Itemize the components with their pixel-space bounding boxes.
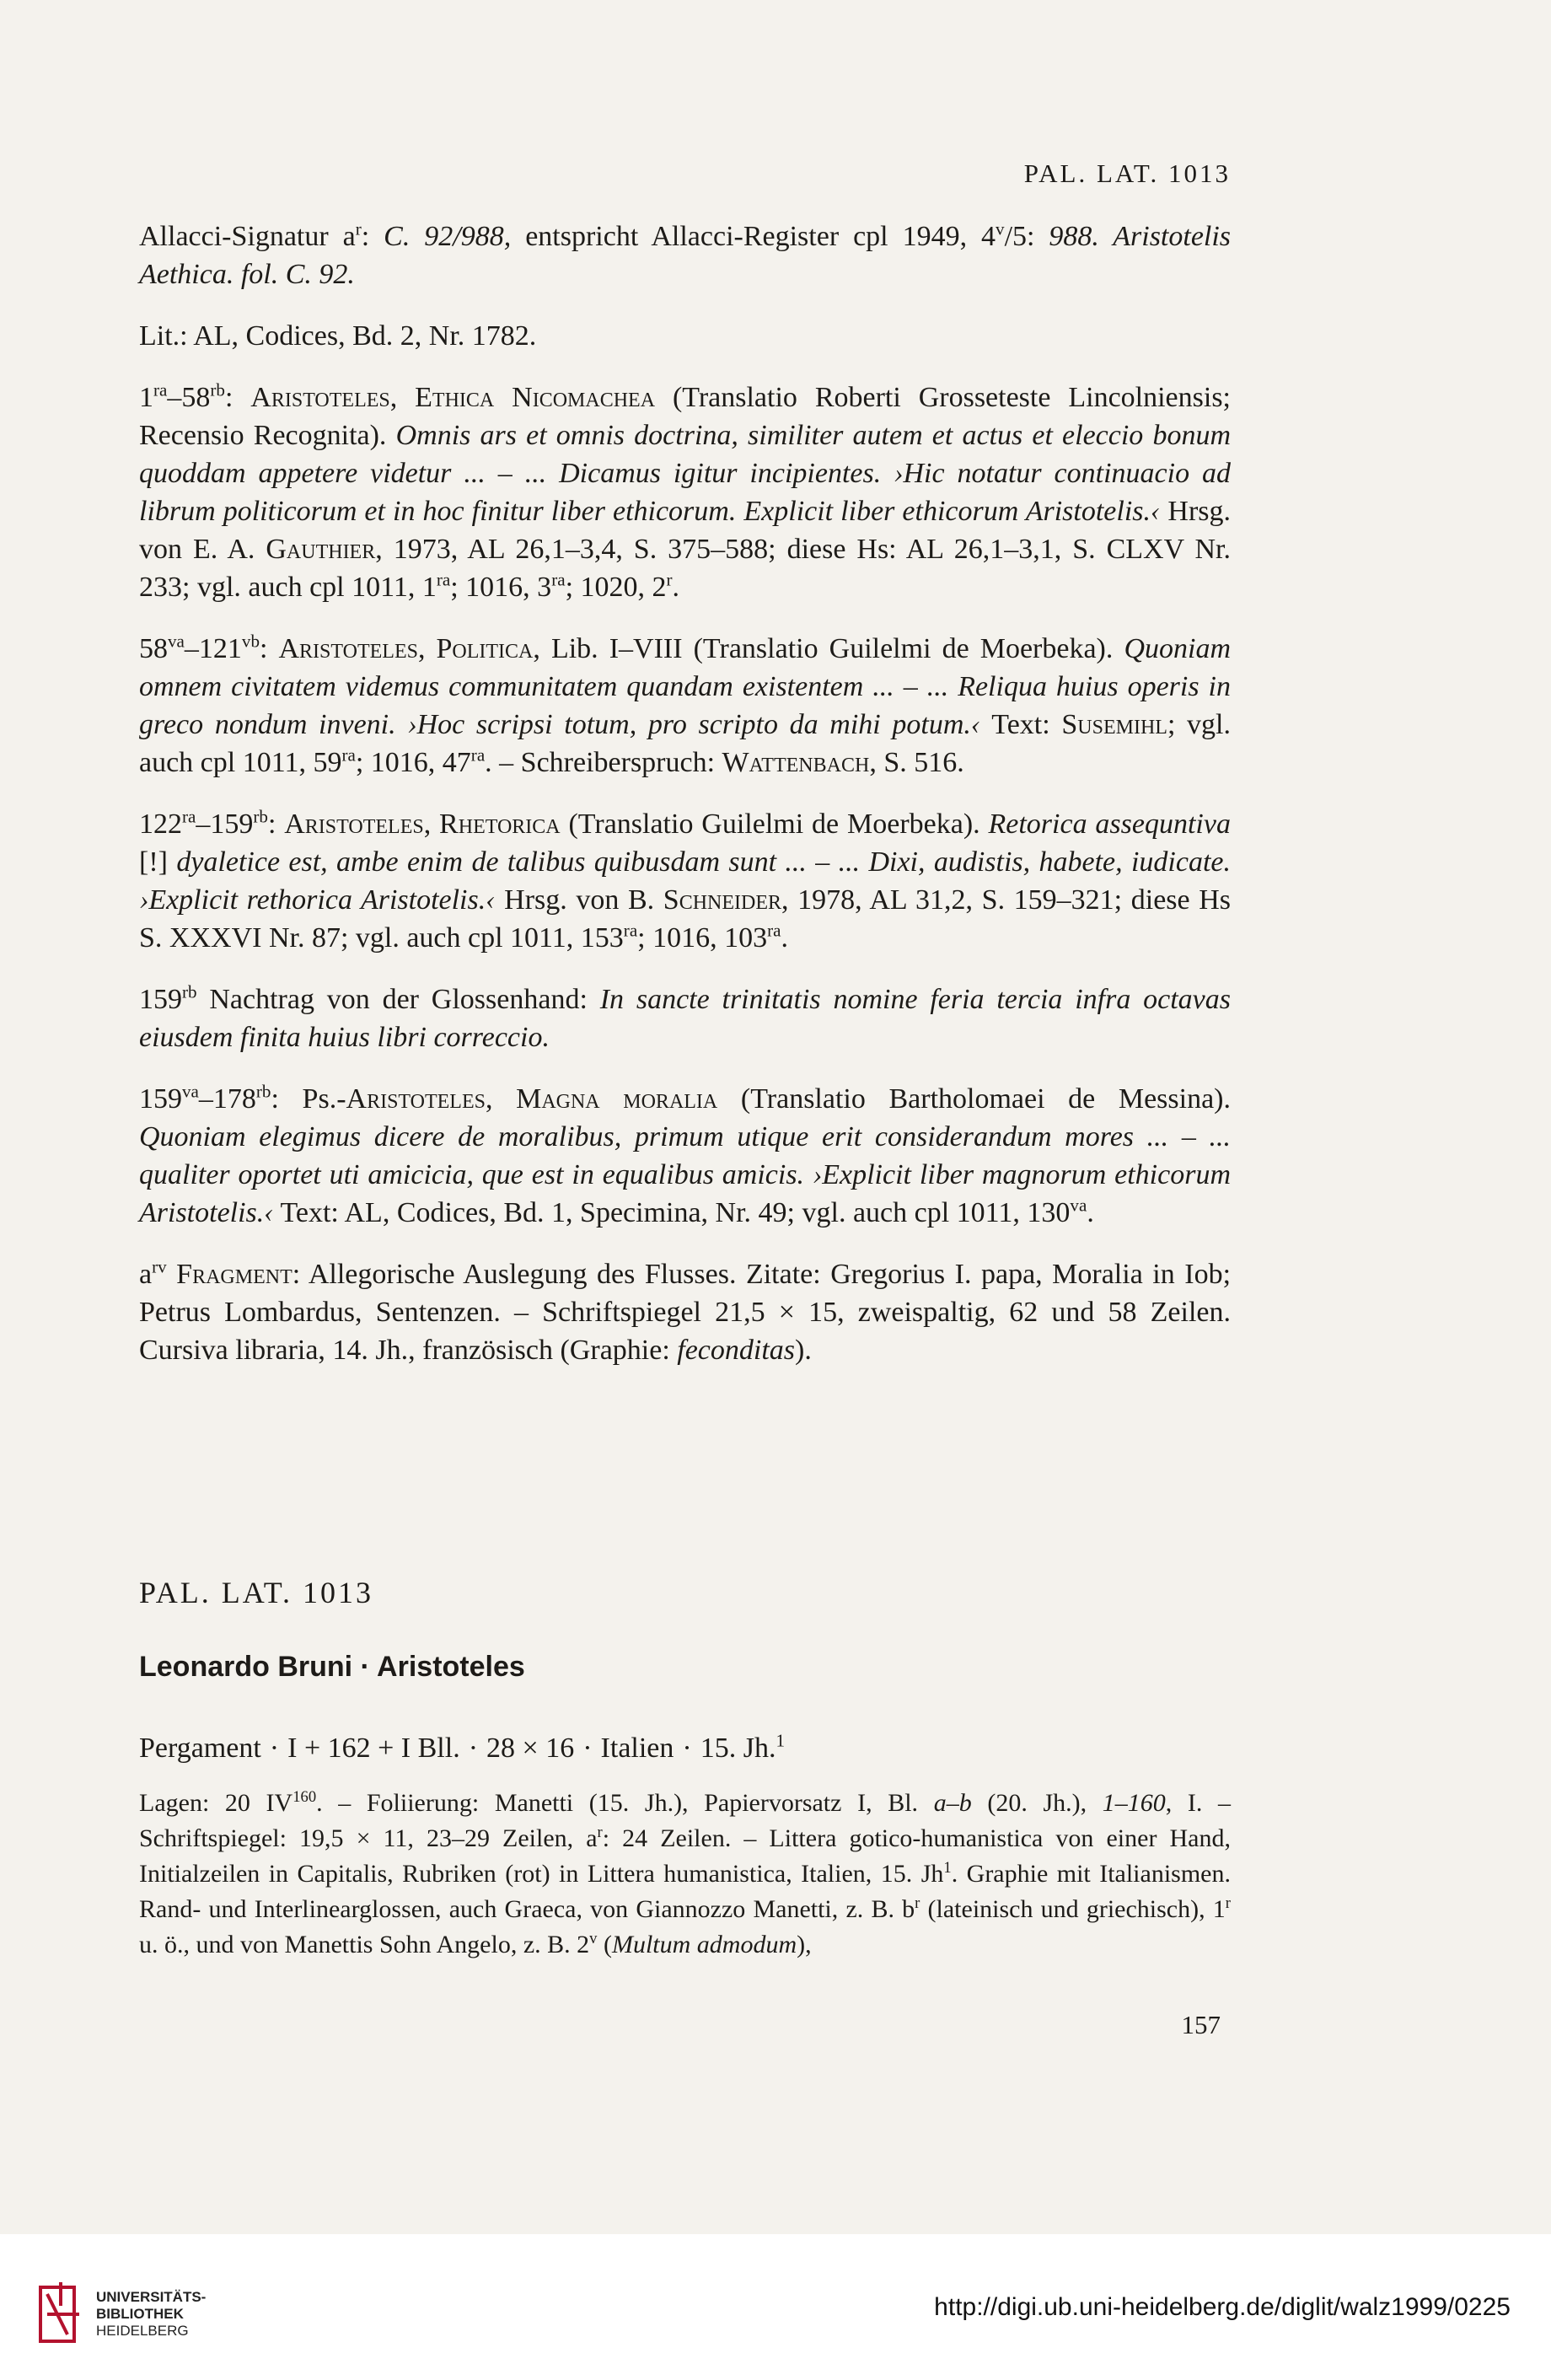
catalog-text [139, 218, 1231, 1393]
section-heading: PAL. LAT. 1013 [139, 1576, 374, 1609]
material-line: Pergament · I + 162 + I Bll. · 28 × 16 · Italien · 15. Jh.$^1$ [139, 1730, 785, 1764]
source-url-link[interactable]: http://digi.ub.uni-heidelberg.de/diglit/walz1999/0225 [934, 2293, 1511, 2321]
item-rhetorica: $122^{ra}-159^{rb}$: Aristoteles, Rhetorica (Translatio Guilelmi de Moerbeka). Retorica assequntiva [!] dyaletice est, ambe enim de talibus quibusdam sunt ... – ... Dixi, audistis, habete, iudicate. ›Explicit rethorica Aristotelis.‹ Hrsg. von B. Schneider, 1978, AL 31,2, S. 159–321; diese Hs S. XXXVI Nr. 87; vgl. auch cpl 1011, $153^{ra}$; 1016, $103^{ra}$. [139, 806, 1232, 954]
item-magna-moralia: $159^{va}-178^{rb}$: Ps.-Aristoteles, Magna moralia (Translatio Bartholomaei de Messina). Quoniam elegimus dicere de moralibus, primum utique erit considerandum mores ... – ... qualiter oportet uti amicicia, que est in equalibus amicis. ›Explicit liber magnorum ethicorum Aristotelis.‹ Text: AL, Codices, Bd. 1, Specimina, Nr. 49; vgl. auch cpl 1011, $130^{va}$. [139, 1081, 1232, 1228]
literature-line: Lit.: AL, Codices, Bd. 2, Nr. 1782. [139, 320, 537, 352]
codicological-description: Lagen: 20 IV$^{160}$. – Foliierung: Manetti (15. Jh.), Papiervorsatz I, Bl. a–b (20. Jh.), 1–160, I. – Schriftspiegel: 19,5 × 11, 23–29 Zeilen, $a^r$: 24 Zeilen. – Littera gotico-humanistica von einer Hand, Initialzeilen in Capitalis, Rubriken (rot) in Littera humanistica, Italien, 15. Jh$^1$. Graphie mit Italianismen. Rand- und Interlinearglossen, auch Graeca, von Giannozzo Manetti, z. B. $b^r$ (lateinisch und griechisch), 1$^r$ u. ö., und von Manettis Sohn Angelo, z. B. 2$^v$ (Multum admodum), [139, 1788, 1232, 1958]
author-title-line: Leonardo Bruni · Aristoteles [139, 1651, 525, 1683]
running-head: PAL. LAT. 1013 [1023, 158, 1231, 188]
item-politica: $58^{va}-121^{vb}$: Aristoteles, Politica, Lib. I–VIII (Translatio Guilelmi de Moerbeka). Quoniam omnem civitatem videmus communitatem quandam existentem ... – ... Reliqua huius operis in greco nondum inveni. ›Hoc scripsi totum, pro scripto da mihi potum.‹ Text: Susemihl; vgl. auch cpl 1011, $59^{ra}$; 1016, $47^{ra}$. – Schreiberspruch: Wattenbach, S. 516. [139, 631, 1231, 778]
library-logo-icon [35, 2281, 84, 2348]
item-ethica: $1^{ra}-58^{rb}$: Aristoteles, Ethica Nicomachea (Translatio Roberti Grosseteste Lincolniensis; Recensio Recognita). Omnis ars et omnis doctrina, similiter autem et actus et eleccio bonum quoddam appetere videtur ... – ... Dicamus igitur incipientes. ›Hic notatur continuacio ad librum politicorum et in hoc finitur liber ethicorum. Explicit liber ethicorum Aristotelis.‹ Hrsg. von E. A. Gauthier, 1973, AL 26,1–3,4, S. 375–588; diese Hs: AL 26,1–3,1, S. CLXV Nr. 233; vgl. auch cpl 1011, $1^{ra}$; 1016, $3^{ra}$; 1020, 2$^r$. [139, 379, 1231, 603]
page-number: 157 [1181, 2010, 1221, 2039]
library-logo[interactable] [35, 2281, 206, 2348]
library-logo-text: UNIVERSITÄTS- BIBLIOTHEK HEIDELBERG [96, 2289, 207, 2339]
library-footer [0, 2234, 1551, 2380]
allacci-signatur: Allacci-Signatur $a^r$: C. 92/988, entspricht Allacci-Register cpl 1949, 4$^v$/5: 988. Aristotelis Aethica. fol. C. 92. [139, 218, 1232, 290]
item-nachtrag: $159^{rb}$ Nachtrag von der Glossenhand: In sancte trinitatis nomine feria tercia infra octavas eiusdem finita huius libri correccio. [139, 981, 1232, 1053]
item-fragment: $a^{rv}$ Fragment: Allegorische Auslegung des Flusses. Zitate: Gregorius I. papa, Moralia in Iob; Petrus Lombardus, Sentenzen. – Schriftspiegel 21,5 × 15, zweispaltig, 62 und 58 Zeilen. Cursiva libraria, 14. Jh., französisch (Graphie: feconditas). [139, 1256, 1232, 1366]
